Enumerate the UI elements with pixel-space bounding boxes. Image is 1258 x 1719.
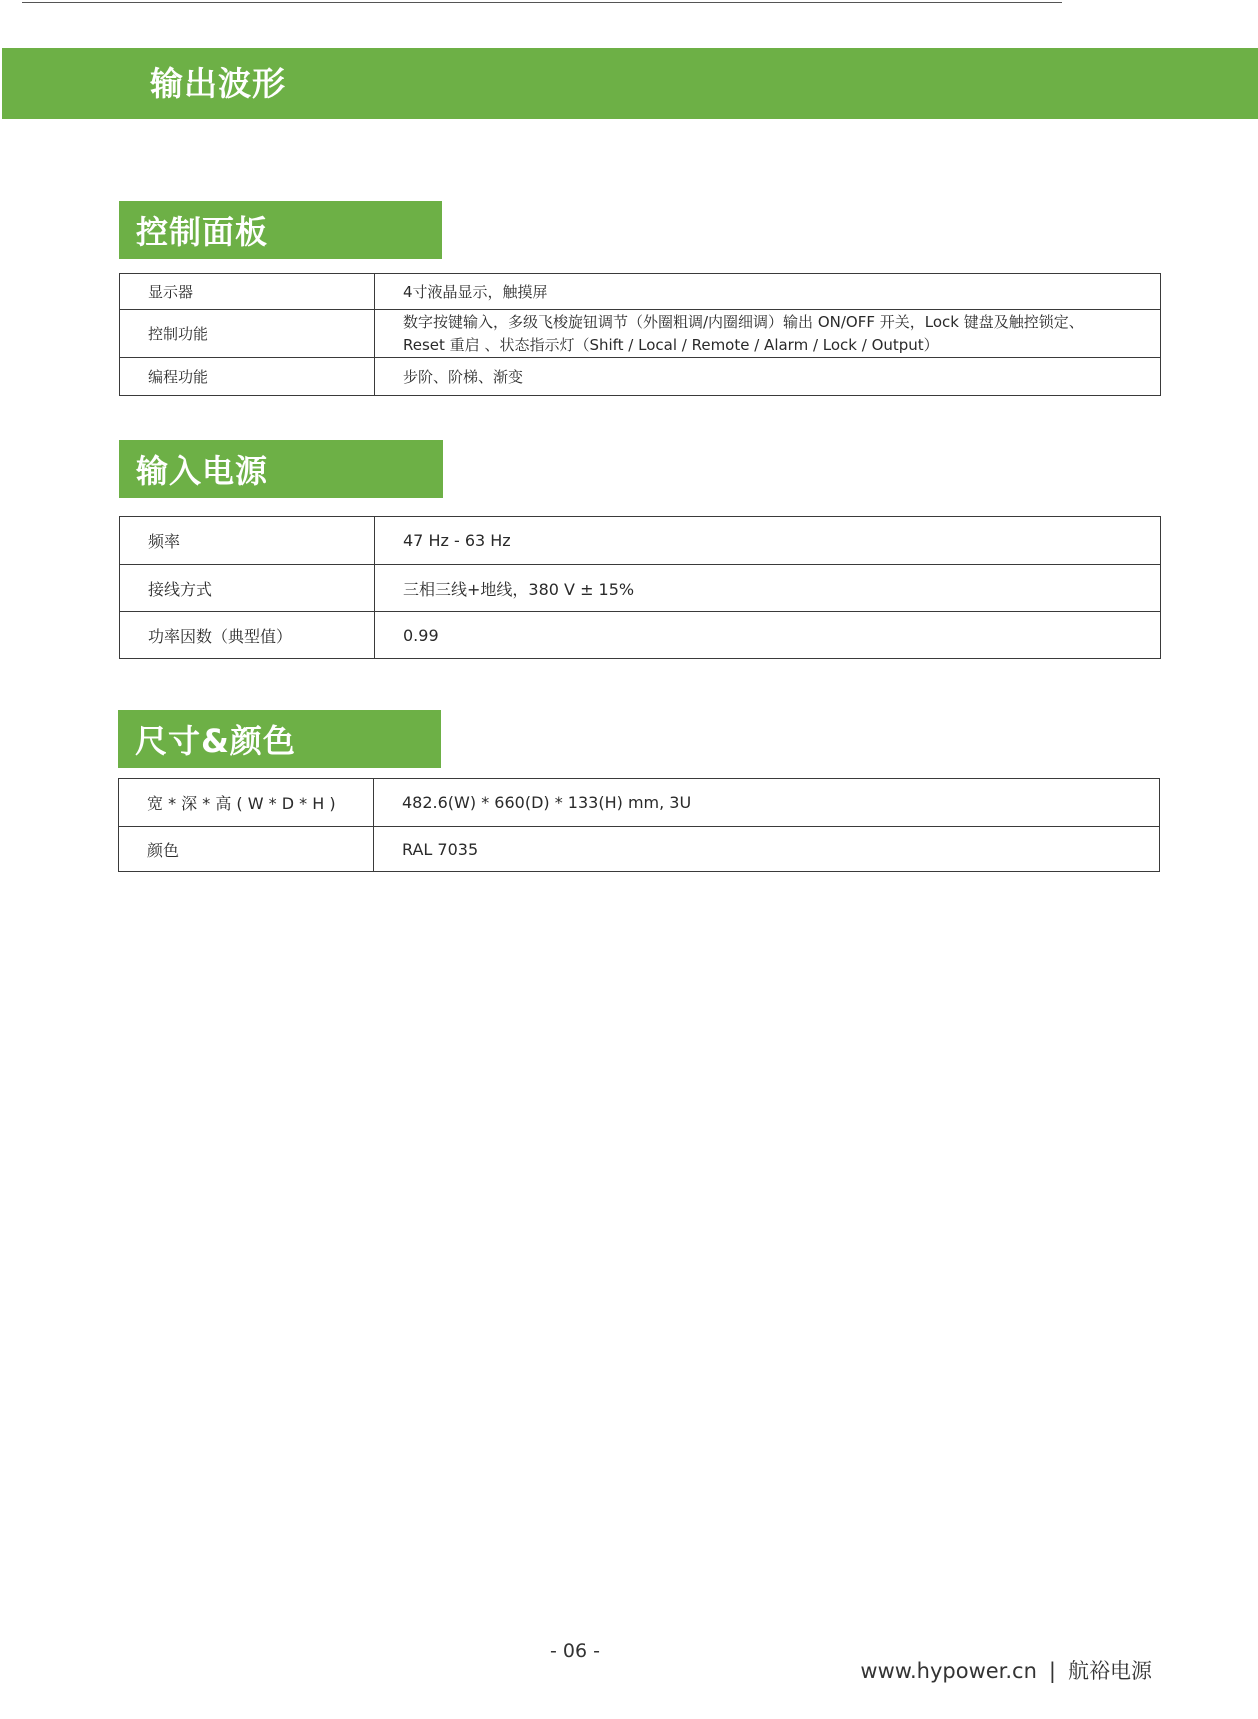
brand-name: 航裕电源 xyxy=(1068,1659,1152,1683)
row-key: 颜色 xyxy=(119,827,374,872)
row-value: RAL 7035 xyxy=(374,827,1160,872)
control-panel-table xyxy=(119,273,1161,396)
control-panel-title: 控制面板 xyxy=(136,213,269,251)
section-banner xyxy=(2,48,1258,119)
top-rule xyxy=(22,2,1062,3)
input-power-title: 输入电源 xyxy=(136,452,269,490)
footer-separator: | xyxy=(1048,1659,1056,1683)
row-key: 接线方式 xyxy=(120,565,375,612)
row-key: 频率 xyxy=(120,517,375,565)
row-key: 功率因数（典型值） xyxy=(120,612,375,659)
control-panel-heading xyxy=(119,201,442,259)
row-value-line: 数字按键输入，多级飞梭旋钮调节（外圈粗调/内圈细调）输出 ON/OFF 开关，Lock 键盘及触控锁定、 xyxy=(403,312,1084,331)
table-row xyxy=(119,779,1160,827)
row-value: 三相三线+地线，380 V ± 15% xyxy=(375,565,1161,612)
row-key: 编程功能 xyxy=(120,358,375,396)
footer-site xyxy=(860,1655,1152,1685)
table-row xyxy=(120,517,1161,565)
size-color-table xyxy=(118,778,1160,872)
size-color-heading xyxy=(118,710,441,768)
table-row xyxy=(120,565,1161,612)
table-row xyxy=(120,310,1161,358)
row-key: 控制功能 xyxy=(120,310,375,358)
row-value: 482.6(W) * 660(D) * 133(H) mm, 3U xyxy=(374,779,1160,827)
input-power-heading xyxy=(119,440,443,498)
size-color-title: 尺寸&颜色 xyxy=(135,722,296,760)
row-key: 显示器 xyxy=(120,274,375,310)
row-key: 宽 * 深 * 高 ( W * D * H ) xyxy=(119,779,374,827)
page-number: - 06 - xyxy=(550,1640,600,1662)
table-row xyxy=(120,274,1161,310)
row-value: 4寸液晶显示，触摸屏 xyxy=(375,274,1161,310)
row-value: 47 Hz - 63 Hz xyxy=(375,517,1161,565)
table-row xyxy=(119,827,1160,872)
row-value xyxy=(375,310,1161,358)
banner-title: 输出波形 xyxy=(150,64,286,103)
table-row xyxy=(120,612,1161,659)
table-row xyxy=(120,358,1161,396)
row-value: 步阶、阶梯、渐变 xyxy=(375,358,1161,396)
row-value: 0.99 xyxy=(375,612,1161,659)
row-value-line: Reset 重启 、状态指示灯（Shift / Local / Remote / Alarm / Lock / Output） xyxy=(403,335,939,354)
website-link[interactable]: www.hypower.cn xyxy=(860,1659,1037,1683)
input-power-table xyxy=(119,516,1161,659)
